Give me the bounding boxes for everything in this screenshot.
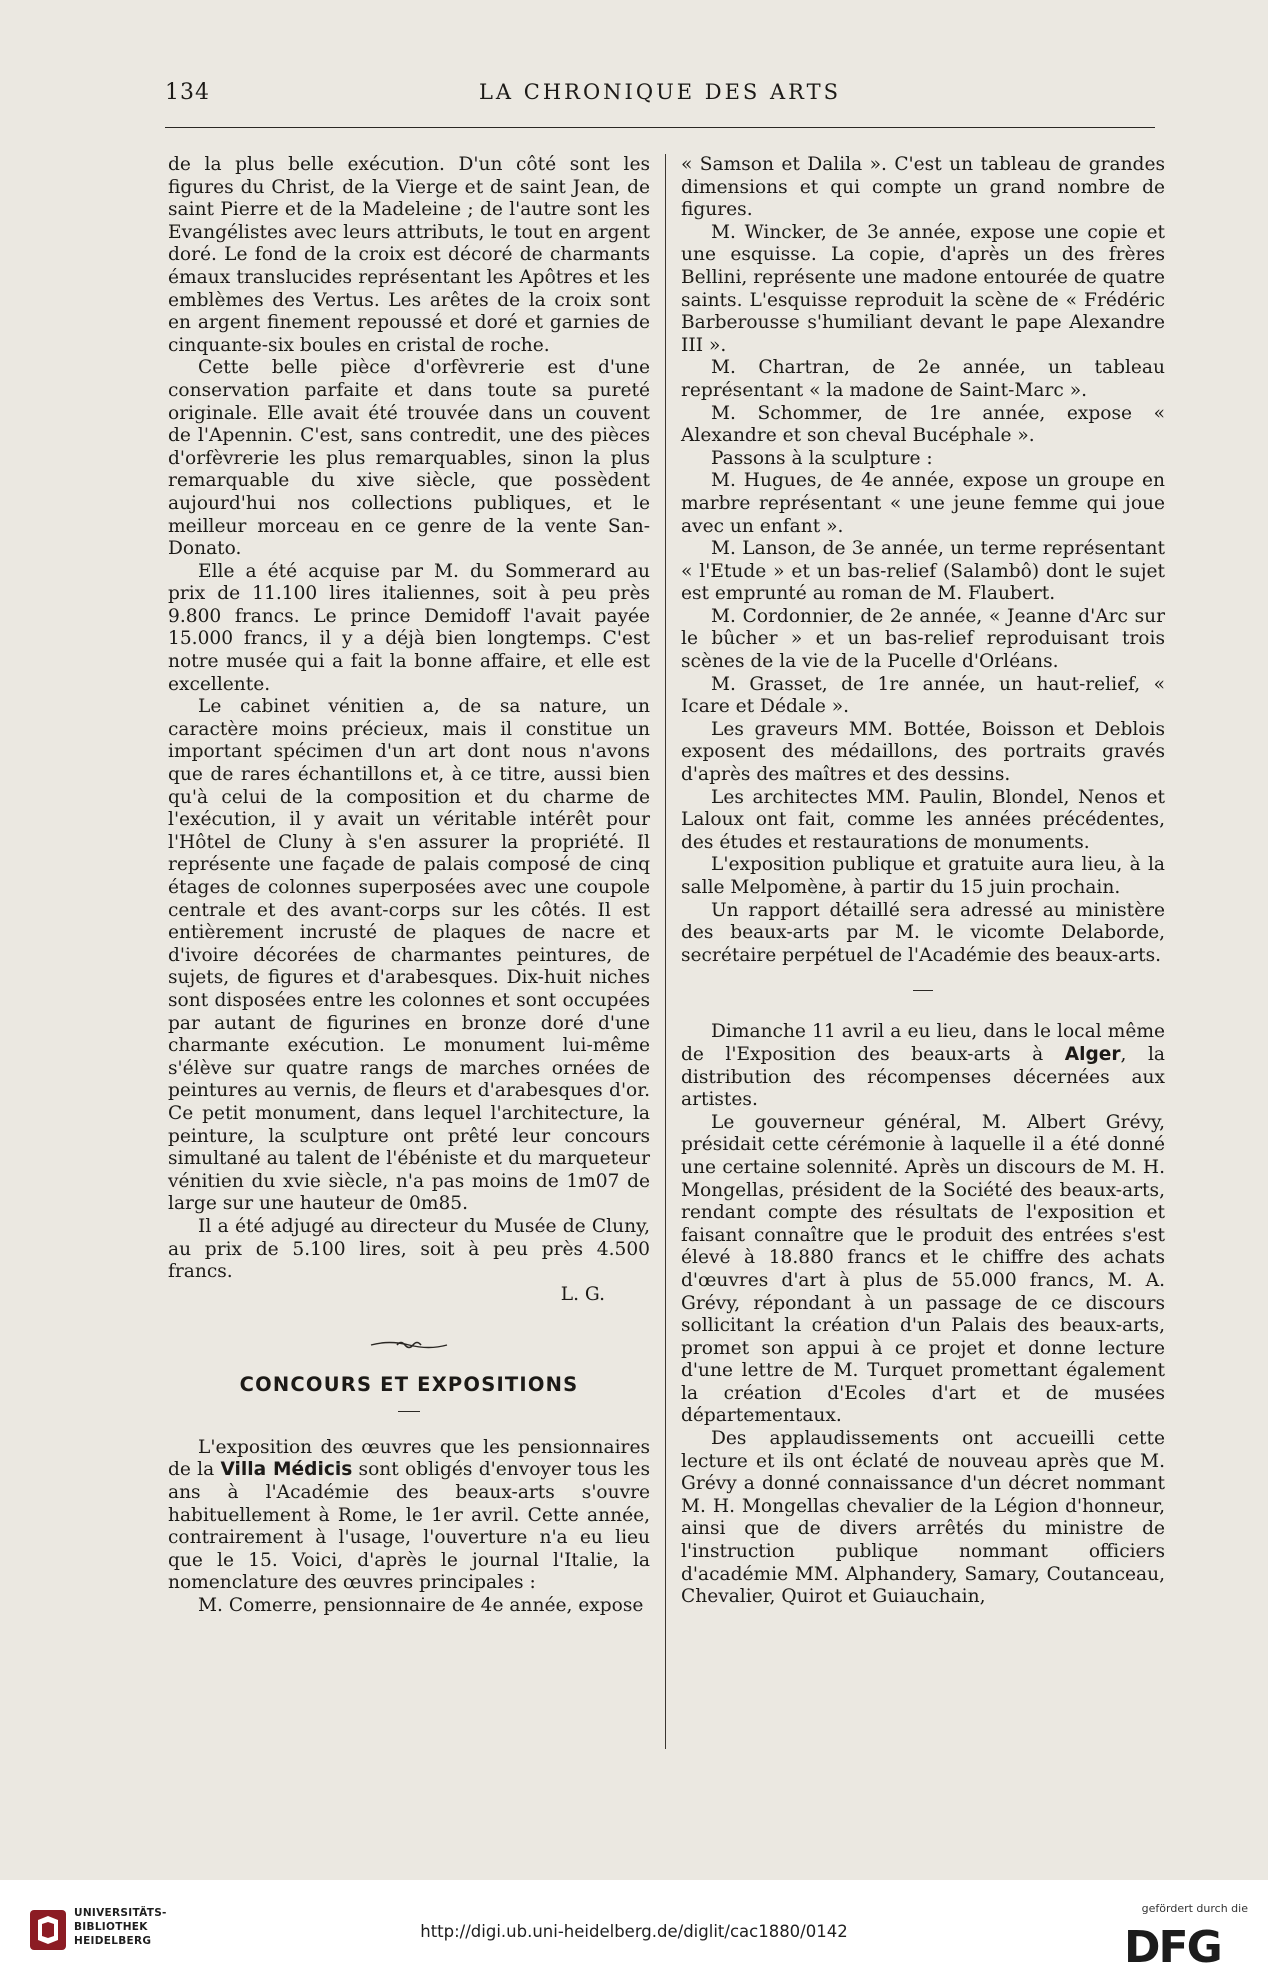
right-column <box>681 154 1165 1609</box>
paragraph: « Samson et Dalila ». C'est un tableau de grandes dimensions et qui compte un grand nombre de figures. <box>681 154 1165 221</box>
paragraph: Un rapport détaillé sera adressé au ministère des beaux-arts par M. le vicomte Delaborde, secrétaire perpétuel de l'Académie des beaux-arts. <box>681 899 1165 966</box>
left-column <box>168 154 650 1618</box>
ornament-icon <box>369 1338 449 1352</box>
paragraph: Cette belle pièce d'orfèvrerie est d'une conservation parfaite et dans toute sa pureté originale. Elle avait été trouvée dans un couvent de l'Apennin. C'est, sans contredit, une des pièces d'orfèvrerie les plus remarquables, sinon la plus remarquable du xive siècle, que possèdent aujourd'hui nos collections publiques, et le meilleur morceau en ce genre de la vente San-Donato. <box>168 357 650 560</box>
paragraph: M. Schommer, de 1re année, expose « Alexandre et son cheval Bucéphale ». <box>681 402 1165 447</box>
decorative-ornament <box>168 1336 650 1350</box>
source-url-link[interactable]: http://digi.ub.uni-heidelberg.de/diglit/cac1880/0142 <box>420 1922 848 1941</box>
paragraph: M. Hugues, de 4e année, expose un groupe en marbre représentant « une jeune femme qui joue avec un enfant ». <box>681 470 1165 537</box>
digitization-footer <box>0 1880 1268 1979</box>
library-name: UNIVERSITÄTS- BIBLIOTHEK HEIDELBERG <box>74 1907 167 1947</box>
paragraph: Il a été adjugé au directeur du Musée de Cluny, au prix de 5.100 lires, soit à peu près 4.500 francs. <box>168 1215 650 1283</box>
paragraph: Dimanche 11 avril a eu lieu, dans le local même de l'Exposition des beaux-arts à Alger, la distribution des récompenses décernées aux artistes. <box>681 1021 1165 1111</box>
paragraph: Les architectes MM. Paulin, Blondel, Nenos et Laloux ont fait, comme les années précédentes, des études et restaurations de monuments. <box>681 786 1165 853</box>
paragraph: Les graveurs MM. Bottée, Boisson et Deblois exposent des médaillons, des portraits gravés d'après des maîtres et des dessins. <box>681 718 1165 786</box>
page-header <box>165 80 1155 110</box>
paragraph: de la plus belle exécution. D'un côté sont les figures du Christ, de la Vierge et de saint Jean, de saint Pierre et de la Madeleine ; de l'autre sont les Evangélistes avec leurs attributs, le tout en argent doré. Le fond de la croix est décoré de charmants émaux translucides représentant les Apôtres et les emblèmes des Vertus. Les arêtes de la croix sont en argent finement repoussé et doré et garnies de cinquante-six boules en cristal de roche. <box>168 154 650 356</box>
paragraph: L'exposition des œuvres que les pensionnaires de la Villa Médicis sont obligés d'envoyer tous les ans à l'Académie des beaux-arts s'ouvre habituellement à Rome, le 1er avril. Cette année, contrairement à l'usage, l'ouverture n'a eu lieu que le 15. Voici, d'après le journal l'Italie, la nomenclature des œuvres principales : <box>168 1436 650 1594</box>
author-signature: L. G. <box>560 1283 605 1305</box>
paragraph: M. Comerre, pensionnaire de 4e année, expose <box>198 1595 644 1617</box>
section-heading: CONCOURS ET EXPOSITIONS <box>239 1373 579 1397</box>
paragraph: Le gouverneur général, M. Albert Grévy, présidait cette cérémonie à laquelle il a été donné une certaine solennité. Après un discours de M. H. Mongellas, président de la Société des beaux-arts, rendant compte des résultats de l'exposition et faisant connaître que le produit des entrées s'est élevé à 18.880 francs et le chiffre des achats d'œuvres d'art à plus de 55.000 francs, M. A. Grévy, répondant à un passage de ce discours sollicitant la création d'un Palais des beaux-arts, promet son appui à ce projet et donne lecture d'une lettre de M. Turquet promettant également la création d'Ecoles d'art et de musées départementaux. <box>681 1111 1165 1427</box>
dfg-logo <box>1122 1922 1250 1966</box>
column-divider <box>665 154 666 1749</box>
paragraph: Des applaudissements ont accueilli cette lecture et ils ont éclaté de nouveau après que M. Grévy a donné connaissance d'un décret nommant M. H. Mongellas chevalier de la Légion d'honneur, ainsi que de divers arrêtés du ministre de l'instruction publique nommant officiers d'académie MM. Alphandery, Samary, Coutanceau, Chevalier, Quirot et Guiauchain, <box>681 1428 1165 1608</box>
paragraph: M. Wincker, de 3e année, expose une copie et une esquisse. La copie, d'après un des frères Bellini, représente une madone entourée de quatre saints. L'esquisse reproduit la scène de « Frédéric Barberousse s'humiliant devant le pape Alexandre III ». <box>681 221 1165 356</box>
page-number: 134 <box>165 80 210 105</box>
header-rule <box>165 127 1155 128</box>
running-title: LA CHRONIQUE DES ARTS <box>478 80 841 104</box>
funding-note: gefördert durch die <box>1141 1902 1248 1915</box>
paragraph: M. Lanson, de 3e année, un terme représentant « l'Etude » et un bas-relief (Salambô) dont le sujet est emprunté au roman de M. Flaubert. <box>681 538 1165 605</box>
paragraph: L'exposition publique et gratuite aura lieu, à la salle Melpomène, à partir du 15 juin prochain. <box>681 854 1165 898</box>
paragraph: M. Grasset, de 1re année, un haut-relief, « Icare et Dédale ». <box>681 673 1165 718</box>
paragraph: Elle a été acquise par M. du Sommerard au prix de 11.100 lires italiennes, soit à peu près 9.800 francs. Le prince Demidoff l'avait payée 15.000 francs, il y a déjà bien longtemps. C'est notre musée qui a fait la bonne affaire, et elle est excellente. <box>168 560 650 695</box>
article-separator <box>681 981 1165 991</box>
paragraph: M. Chartran, de 2e année, un tableau représentant « la madone de Saint-Marc ». <box>681 357 1165 401</box>
svg-text:DFG: DFG <box>1124 1922 1221 1966</box>
paragraph: Passons à la sculpture : <box>711 447 933 469</box>
paragraph: Le cabinet vénitien a, de sa nature, un caractère moins précieux, mais il constitue un important spécimen d'un art dont nous n'avons que de rares échantillons et, à ce titre, aussi bien qu'à celui de la composition et du charme de l'exécution, il y avait un véritable intérêt pour l'Hôtel de Cluny à s'en assurer la propriété. Il représente une façade de palais composé de cinq étages de colonnes superposées avec une coupole centrale et des avant-corps sur les côtés. Il est entièrement incrusté de plaques de nacre et d'ivoire décorées de charmantes peintures, de sujets, de figures et d'arabesques. Dix-huit niches sont disposées entre les colonnes et sont occupées par autant de figurines en bronze doré d'une charmante exécution. Le monument lui-même s'élève sur quatre rangs de marches ornées de peintures au vernis, de fleurs et d'arabesques d'or. Ce petit monument, dans lequel l'architecture, la peinture, la sculpture ont prêté leur concours simultané au talent de l'ébéniste et du marqueteur vénitien du xvie siècle, n'a pas moins de 1m07 de large sur une hauteur de 0m85. <box>168 696 650 1215</box>
section-divider <box>168 1405 650 1419</box>
paragraph: M. Cordonnier, de 2e année, « Jeanne d'Arc sur le bûcher » et un bas-relief reproduisant trois scènes de la vie de la Pucelle d'Orléans. <box>681 605 1165 673</box>
